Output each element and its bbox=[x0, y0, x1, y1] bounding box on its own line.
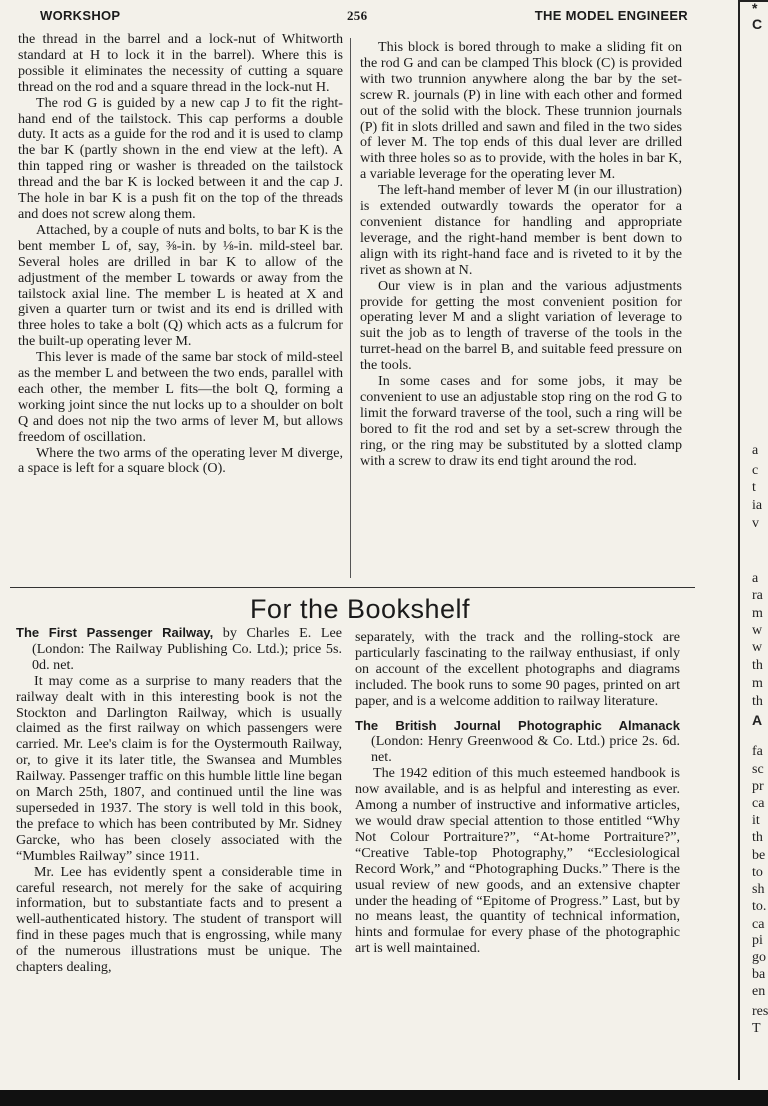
book-details: by Charles E. Lee (London: The Railway Publishing Co. Ltd.); price 5s. 0d. net. bbox=[32, 625, 342, 673]
margin-fragment: t bbox=[752, 480, 756, 495]
margin-fragment: sc bbox=[752, 762, 764, 777]
review-paragraph: Mr. Lee has evidently spent a considerable time in careful research, not merely for the sake of acquiring information, but to substantiate facts and to present a well-authenticated history. The student of transport will find in these pages much that is engrossing, while many of the numerous illustrations must be unique. The chapters dealing, bbox=[16, 863, 342, 976]
header-section-name: WORKSHOP bbox=[40, 8, 121, 23]
book-entry-heading bbox=[16, 625, 342, 674]
margin-fragment: m bbox=[752, 606, 763, 621]
article-paragraph: the thread in the barrel and a lock-nut of Whitworth standard at H to lock it in the barrel). Where this is possible it eliminates the necessity of cutting a square thread on the rod and a square thread in the lock-nut H. bbox=[18, 31, 343, 95]
margin-fragment: th bbox=[752, 830, 763, 845]
article-paragraph: Where the two arms of the operating lever M diverge, a space is left for a square block (O). bbox=[18, 444, 343, 477]
margin-fragment: ra bbox=[752, 588, 763, 603]
margin-fragment: th bbox=[752, 658, 763, 673]
column-divider bbox=[350, 38, 351, 578]
margin-fragment: th bbox=[752, 694, 763, 709]
margin-fragment: v bbox=[752, 516, 759, 531]
margin-fragment: res bbox=[752, 1004, 768, 1019]
margin-fragment: pr bbox=[752, 779, 764, 794]
margin-fragment: a bbox=[752, 443, 759, 458]
margin-fragment: ia bbox=[752, 498, 763, 513]
article-paragraph: Attached, by a couple of nuts and bolts, to bar K is the bent member L of, say, ⅜-in. by ⅛-in. mild-steel bar. Several holes are drilled in bar K to allow of the adjustment of the member L towards or away from the tailstock axial line. The member L is heated at X and given a quarter turn or twist and its end is drilled with three holes to take a bolt (Q) which acts as a fulcrum for the built-up operating lever M. bbox=[18, 221, 343, 350]
article-column-right bbox=[360, 40, 682, 469]
review-paragraph: It may come as a surprise to many readers that the railway dealt with in this interesting book is not the Stockton and Darlington Railway, which is usually claimed as the first railway on which passengers were carried. Mr. Lee's claim is for the Oystermouth Railway, or, to give it its later title, the Swansea and Mumbles Railway. Passenger traffic on this humble little line began on March 25th, 1807, and continued until the line was superseded in 1937. The story is well told in this book, the preface to which has been contributed by Mr. Sidney Garcke, who has been closely associated with the “Mumbles Railway” since 1911. bbox=[16, 672, 342, 864]
margin-fragment: * C bbox=[752, 0, 763, 32]
article-paragraph: In some cases and for some jobs, it may be convenient to use an adjustable stop ring on the rod G to limit the forward traverse of the tool, such a ring will be bored to fit the rod and set by a set-screw through the ring, or the ring may be substituted by a slotted clamp with a screw to draw its end tight around the rod. bbox=[360, 373, 682, 469]
margin-fragment: T bbox=[752, 1021, 761, 1036]
running-head bbox=[40, 8, 688, 28]
margin-fragment: w bbox=[752, 623, 763, 638]
article-column-left bbox=[18, 32, 343, 477]
article-paragraph: The left-hand member of lever M (in our illustration) is extended outwardly towards the operator for a convenient distance for handling and appropriate leverage, and the right-hand member is bent down to align with its right-hand face and is riveted to it by the rivet as shown at N. bbox=[360, 182, 682, 278]
article-paragraph: This block is bored through to make a sliding fit on the rod G and can be clamped This block (C) is provided with two trunnion anywhere along the bar by the set-screw R. journals (P) in line with each other and formed out of the solid with the block. These trunnion journals (P) fit in slots drilled and sawn and filed in the two sides of lever M. The top ends of this dual lever are drilled with three holes so as to provide, with the holes in bar K, a variable leverage for the operating lever M. bbox=[360, 39, 682, 183]
margin-fragment: ca bbox=[752, 796, 765, 811]
margin-fragment: to bbox=[752, 865, 763, 880]
margin-fragment: c bbox=[752, 463, 759, 478]
margin-fragment: w bbox=[752, 640, 763, 655]
article-paragraph: The rod G is guided by a new cap J to fit the right-hand end of the tailstock. This cap performs a double duty. It acts as a guide for the rod and it is used to clamp the bar K (partly shown in the end view at the left). A thin tapped ring or washer is threaded on the tailstock thread and the bar K is locked between it and the cap J. The hole in bar K is a push fit on the top of the threads and does not screw along them. bbox=[18, 94, 343, 222]
review-paragraph: The 1942 edition of this much esteemed handbook is now available, and is as helpful and interesting as ever. Among a number of instructive and informative articles, we would draw special attention to those entitled “Why Not Colour Portraiture?”, “At-home Portraiture?”, “Creative Table-top Photography,” “Ecclesiological Record Work,” and “Photographing Ducks.” There is the usual review of new goods, and an extensive chapter under the heading of “Epitome of Progress.” Last, but by no means least, the quantity of technical information, hints and formulae for every phase of the photographic art is well maintained. bbox=[355, 765, 680, 957]
margin-fragment: ba bbox=[752, 967, 766, 982]
book-title: The British Journal Photographic Almanack bbox=[355, 717, 680, 733]
page-edge-line bbox=[738, 0, 740, 1080]
margin-fragment: it bbox=[752, 813, 760, 828]
margin-fragment: a bbox=[752, 571, 759, 586]
bookshelf-column-left bbox=[16, 625, 342, 976]
margin-fragment: ca bbox=[752, 917, 765, 932]
margin-fragment: en bbox=[752, 984, 766, 999]
margin-fragment: A bbox=[752, 712, 763, 728]
margin-fragment: m bbox=[752, 676, 763, 691]
margin-fragment: sh bbox=[752, 882, 765, 897]
section-title: For the Bookshelf bbox=[249, 594, 471, 624]
book-entry-heading bbox=[355, 718, 680, 767]
margin-fragment: be bbox=[752, 848, 766, 863]
header-publication-title: THE MODEL ENGINEER bbox=[534, 8, 688, 23]
book-title: The First Passenger Railway, bbox=[16, 625, 214, 640]
page-number: 256 bbox=[347, 8, 368, 23]
scan-bottom-border bbox=[0, 1090, 768, 1106]
section-divider bbox=[10, 587, 695, 588]
margin-fragment: go bbox=[752, 950, 766, 965]
book-details: (London: Henry Greenwood & Co. Ltd.) price 2s. 6d. net. bbox=[371, 733, 680, 766]
margin-fragment: pi bbox=[752, 933, 763, 948]
bookshelf-column-right bbox=[355, 630, 680, 957]
article-paragraph: Our view is in plan and the various adjustments provide for getting the most convenient position for operating lever M and a slight variation of leverage to suit the job as to length of traverse of the tools in the turret-head on the barrel B, and suitable feed pressure on the tools. bbox=[360, 277, 682, 374]
article-paragraph: This lever is made of the same bar stock of mild-steel as the member L and between the two ends, parallel with each other, the member L fits—the bolt Q, forming a working joint since the nut locks up to a shoulder on bolt Q and does not nip the two arms of lever M, but allows freedom of oscillation. bbox=[18, 349, 343, 445]
review-paragraph: separately, with the track and the rolling-stock are particularly fascinating to the railway enthusiast, if only on account of the excellent photographs and diagrams included. The book runs to some 90 pages, printed on art paper, and is a welcome addition to railway literature. bbox=[355, 629, 680, 709]
margin-fragment: to. bbox=[752, 899, 767, 914]
margin-fragment: fa bbox=[752, 744, 763, 759]
